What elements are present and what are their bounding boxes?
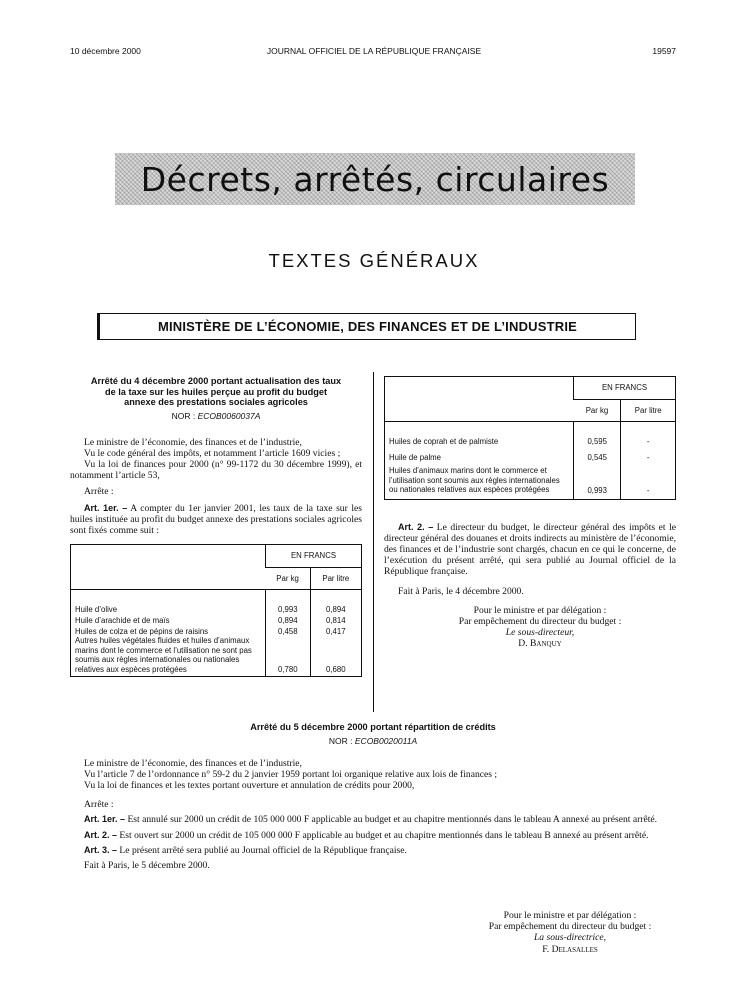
signatory-name: D. Banquy — [518, 638, 562, 650]
article-text: Est ouvert sur 2000 un crédit de 105 000 000 F applicable au budget et au chapitre mentionnés dans le tableau B annexé au présent arrêté. — [119, 829, 649, 841]
section-title: TEXTES GÉNÉRAUX — [268, 250, 480, 271]
arrete1-right-column — [384, 376, 676, 650]
table-col-header-litre: Par litre — [310, 567, 361, 589]
table-cell-litre: 0,894 — [310, 590, 361, 614]
table-row-label: Huiles de coprah et de palmiste — [389, 437, 499, 446]
table-col-header-kg: Par kg — [276, 573, 299, 583]
arrete1-signature — [404, 605, 676, 650]
table-cell-kg: 0,993 — [574, 462, 621, 499]
table-row-label: Huiles de colza et de pépins de raisins — [75, 627, 209, 637]
rates-table-1 — [70, 544, 362, 677]
table-cell-litre: - — [621, 462, 675, 499]
table-row-label: Autres huiles végétales fluides et huiles d’animaux marins dont le commerce et l’utilisation ne sont pas soumis aux règles internationales ou nationales relatives aux espèces protégées — [75, 636, 252, 674]
arrete1-nor — [70, 411, 362, 421]
table-col-header-kg: Par kg — [585, 405, 609, 415]
table-cell-litre: - — [621, 422, 675, 446]
arrete2-visa: Vu l’article 7 de l’ordonnance n° 59-2 du 2 janvier 1959 portant loi organique relative aux lois de finances ; — [84, 768, 498, 780]
signature-line: Pour le ministre et par délégation : — [503, 910, 637, 921]
table-group-header: EN FRANCS — [574, 377, 676, 399]
arrete1-arrete-label: Arrête : — [84, 486, 114, 498]
arrete2-arrete-label: Arrête : — [84, 799, 114, 811]
arrete2-article-1 — [70, 814, 676, 825]
table-cell-kg: 0,458 — [266, 625, 311, 636]
signature-line: Le sous-directeur, — [505, 627, 575, 639]
article-text: A compter du 1er janvier 2001, les taux de la taxe sur les huiles instituée au profit du budget annexe des prestations sociales agricoles sont fixés comme suit : — [70, 502, 362, 536]
arrete1-left-column — [70, 376, 362, 677]
table-cell-litre: 0,417 — [310, 625, 361, 636]
table-row-label: Huile de palme — [389, 453, 442, 462]
table-blank-header — [385, 377, 574, 421]
arrete2-title: Arrêté du 5 décembre 2000 portant répartition de crédits — [250, 722, 496, 732]
article-text: Le directeur du budget, le directeur général des impôts et le directeur général des douanes et droits indirects au ministère de l’économie, des finances et de l’industrie sont chargés, chacun en ce qui le concerne, de l’exécution du présent arrêté, qui sera publié au Journal officiel de la République française. — [384, 521, 676, 578]
nor-code: ECOB0020011A — [354, 735, 418, 746]
table-cell-litre: - — [621, 446, 675, 462]
article-label: Art. 2. – — [84, 829, 118, 840]
header-page-number: 19597 — [652, 46, 676, 56]
article-label: Art. 3. – — [84, 844, 118, 855]
article-label: Art. 1er. – — [84, 502, 128, 513]
arrete2-fait: Fait à Paris, le 5 décembre 2000. — [84, 859, 210, 871]
table-col-header-litre: Par litre — [621, 399, 675, 421]
signature-line: Pour le ministre et par délégation : — [473, 604, 607, 616]
arrete1-fait: Fait à Paris, le 4 décembre 2000. — [398, 585, 524, 597]
arrete2-nor — [70, 736, 676, 746]
table-row-label: Huile d’arachide et de maïs — [75, 616, 170, 626]
signature-line: La sous-directrice, — [533, 932, 607, 944]
table-row-label: Huile d’olive — [75, 605, 118, 615]
arrete1-title — [70, 376, 362, 408]
article-label: Art. 2. – — [398, 521, 434, 532]
article-text: Est annulé sur 2000 un crédit de 105 000 000 F applicable au budget et au chapitre mentionnés dans le tableau A annexé au présent arrêté. — [127, 814, 658, 826]
arrete2-article-3 — [70, 845, 676, 856]
table-cell-kg: 0,780 — [266, 636, 311, 676]
nor-label: NOR : — [171, 410, 196, 421]
arrete1-title-line: de la taxe sur les huiles perçue au profit du budget — [104, 386, 328, 397]
arrete2-visa: Vu la loi de finances et les textes portant ouverture et annulation de crédits pour 2000, — [84, 779, 415, 791]
ministry-heading — [97, 313, 636, 340]
header-date: 10 décembre 2000 — [70, 46, 141, 56]
rates-table-2 — [384, 376, 676, 500]
arrete2-signature — [470, 910, 670, 955]
signature-line: Par empêchement du directeur du budget : — [488, 921, 652, 933]
signatory-name: F. Delasalles — [542, 943, 598, 955]
arrete2-article-2 — [70, 830, 676, 841]
signature-line: Par empêchement du directeur du budget : — [458, 615, 622, 627]
nor-label: NOR : — [328, 735, 353, 746]
arrete2-visa: Le ministre de l’économie, des finances et de l’industrie, — [84, 757, 302, 769]
table-blank-header — [71, 545, 266, 589]
arrete1-visa: Le ministre de l’économie, des finances et de l’industrie, — [84, 436, 302, 448]
arrete1-title-line: Arrêté du 4 décembre 2000 portant actualisation des taux — [90, 376, 342, 386]
table-cell-litre: 0,814 — [310, 614, 361, 625]
ministry-title: MINISTÈRE DE L’ÉCONOMIE, DES FINANCES ET DE L’INDUSTRIE — [157, 319, 578, 334]
nor-code: ECOB0060037A — [197, 410, 261, 421]
article-label: Art. 1er. – — [84, 814, 126, 825]
arrete2 — [70, 722, 676, 871]
article-text: Le présent arrêté sera publié au Journal officiel de la République française. — [119, 844, 407, 856]
arrete1-article-1 — [70, 503, 362, 537]
section-banner — [115, 153, 635, 205]
table-cell-kg: 0,894 — [266, 614, 311, 625]
table-row-label: Huiles d’animaux marins dont le commerce et l’utilisation sont soumis aux règles internationales ou nationales relatives aux espèces protégées — [389, 466, 560, 494]
arrete1-visa: Vu le code général des impôts, et notamment l’article 1609 vicies ; — [84, 447, 341, 459]
table-group-header: EN FRANCS — [266, 545, 362, 567]
table-cell-kg: 0,993 — [266, 590, 311, 614]
table-cell-kg: 0,545 — [574, 446, 621, 462]
header-journal-title: JOURNAL OFFICIEL DE LA RÉPUBLIQUE FRANÇAISE — [266, 46, 482, 56]
table-cell-kg: 0,595 — [574, 422, 621, 446]
arrete1-title-line: annexe des prestations sociales agricoles — [124, 397, 308, 407]
column-divider — [373, 372, 374, 712]
arrete1-visa: Vu la loi de finances pour 2000 (n° 99-1172 du 30 décembre 1999), et notamment l’article 53, — [70, 458, 362, 482]
banner-title: Décrets, arrêtés, circulaires — [140, 159, 610, 199]
arrete1-article-2 — [384, 522, 676, 578]
table-cell-litre: 0,680 — [310, 636, 361, 676]
